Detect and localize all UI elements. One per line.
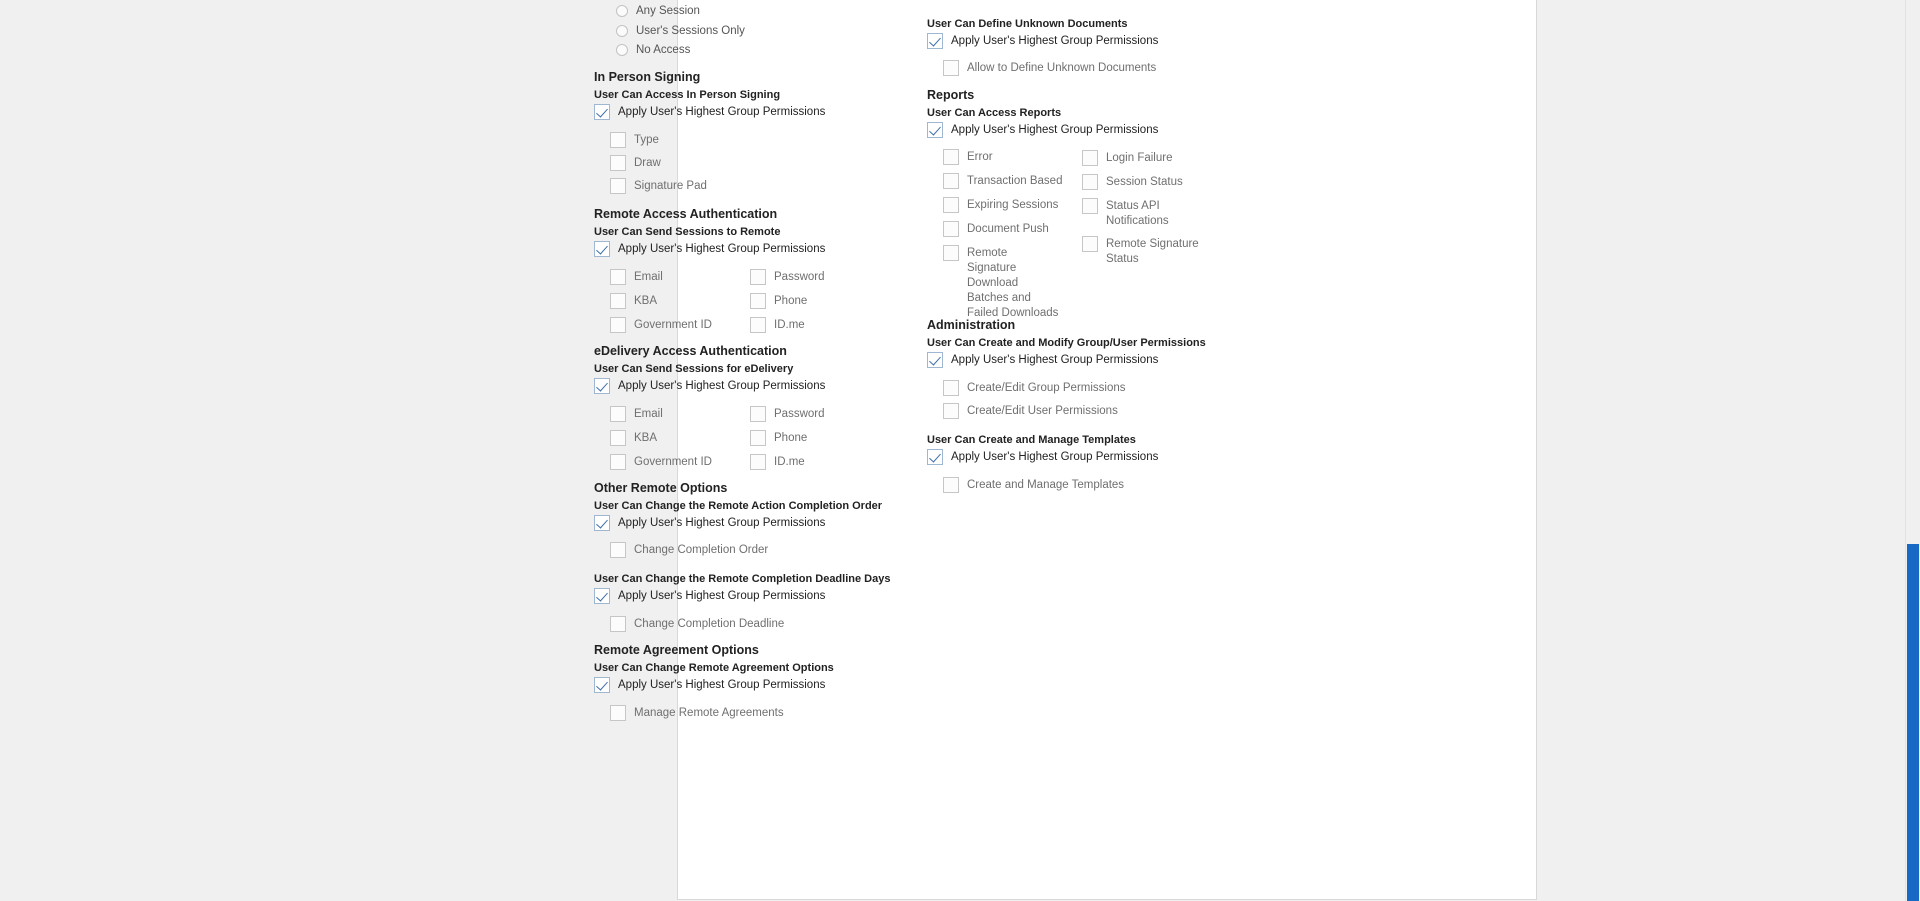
- checkbox-control[interactable]: [1082, 150, 1098, 166]
- vertical-scrollbar[interactable]: [1905, 0, 1920, 901]
- scrollbar-thumb[interactable]: [1907, 544, 1919, 901]
- checkbox-remote-idme[interactable]: [750, 317, 805, 333]
- checkbox-edelivery-phone[interactable]: [750, 430, 807, 446]
- checkbox-label: Remote Signature Status: [1106, 238, 1199, 265]
- checkbox-control[interactable]: [927, 352, 943, 368]
- checkbox-control[interactable]: [594, 104, 610, 120]
- checkbox-label: Manage Remote Agreements: [634, 707, 784, 719]
- checkbox-control[interactable]: [927, 449, 943, 465]
- checkbox-control[interactable]: [943, 245, 959, 261]
- checkbox-control[interactable]: [927, 122, 943, 138]
- checkbox-report-remote-signature-download-batches[interactable]: [943, 245, 1059, 321]
- checkbox-control[interactable]: [594, 677, 610, 693]
- checkbox-control[interactable]: [1082, 174, 1098, 190]
- checkbox-change-completion-deadline[interactable]: [610, 616, 784, 632]
- checkbox-label: Draw: [634, 157, 661, 169]
- checkbox-label: Apply User's Highest Group Permissions: [618, 243, 826, 255]
- checkbox-label: Login Failure: [1106, 152, 1173, 164]
- checkbox-label: Government ID: [634, 456, 712, 468]
- checkbox-label: Type: [634, 134, 659, 146]
- checkbox-report-login-failure[interactable]: [1082, 150, 1172, 166]
- checkbox-label: Apply User's Highest Group Permissions: [618, 590, 826, 602]
- checkbox-remote-email[interactable]: [610, 269, 663, 285]
- perm-label-send-sessions-edelivery: User Can Send Sessions for eDelivery: [594, 363, 794, 375]
- checkbox-label: Apply User's Highest Group Permissions: [618, 380, 826, 392]
- perm-label-define-unknown-documents: User Can Define Unknown Documents: [927, 18, 1128, 30]
- checkbox-create-and-manage-templates[interactable]: [943, 477, 1124, 493]
- checkbox-label: Change Completion Deadline: [634, 618, 785, 630]
- checkbox-label: Transaction Based: [967, 175, 1063, 187]
- checkbox-label: Create and Manage Templates: [967, 479, 1125, 491]
- perm-label-in-person-signing: User Can Access In Person Signing: [594, 89, 781, 101]
- checkbox-label: Apply User's Highest Group Permissions: [618, 517, 826, 529]
- radio-no-access[interactable]: [616, 43, 690, 57]
- checkbox-apply-highest-reports[interactable]: [927, 122, 1158, 138]
- radio-any-session-control[interactable]: [616, 5, 628, 17]
- checkbox-label: Apply User's Highest Group Permissions: [951, 124, 1159, 136]
- checkbox-report-expiring-sessions[interactable]: [943, 197, 1058, 213]
- checkbox-edelivery-email[interactable]: [610, 406, 663, 422]
- checkbox-apply-highest-completion-order[interactable]: [594, 515, 825, 531]
- checkbox-label: Session Status: [1106, 176, 1183, 188]
- perm-label-access-reports: User Can Access Reports: [927, 107, 1062, 119]
- checkbox-edelivery-government-id[interactable]: [610, 454, 712, 470]
- checkbox-label: Expiring Sessions: [967, 199, 1059, 211]
- checkbox-report-remote-signature-status[interactable]: [1082, 236, 1202, 267]
- checkbox-edelivery-kba[interactable]: [610, 430, 657, 446]
- checkbox-label: ID.me: [774, 319, 805, 331]
- checkbox-remote-password[interactable]: [750, 269, 825, 285]
- radio-no-access-label: No Access: [636, 44, 691, 56]
- checkbox-label: Phone: [774, 295, 808, 307]
- checkbox-type[interactable]: [610, 132, 659, 148]
- checkbox-control[interactable]: [750, 293, 766, 309]
- section-title-edelivery-access-authentication: eDelivery Access Authentication: [594, 344, 787, 358]
- checkbox-apply-highest-templates[interactable]: [927, 449, 1158, 465]
- checkbox-label: Change Completion Order: [634, 544, 769, 556]
- checkbox-allow-define-unknown-documents[interactable]: [943, 60, 1156, 76]
- checkbox-control[interactable]: [610, 406, 626, 422]
- checkbox-label: Email: [634, 408, 663, 420]
- checkbox-label: Apply User's Highest Group Permissions: [951, 35, 1159, 47]
- checkbox-control[interactable]: [594, 241, 610, 257]
- section-title-administration: Administration: [927, 318, 1016, 332]
- checkbox-report-error[interactable]: [943, 149, 993, 165]
- checkbox-apply-highest-unknown-documents[interactable]: [927, 33, 1158, 49]
- radio-users-sessions-only-control[interactable]: [616, 25, 628, 37]
- section-title-remote-agreement-options: Remote Agreement Options: [594, 643, 759, 657]
- checkbox-label: Password: [774, 271, 825, 283]
- checkbox-control[interactable]: [1082, 198, 1098, 214]
- checkbox-apply-highest-in-person-signing[interactable]: [594, 104, 825, 120]
- checkbox-edelivery-idme[interactable]: [750, 454, 805, 470]
- checkbox-label: Apply User's Highest Group Permissions: [618, 106, 826, 118]
- checkbox-create-edit-group-permissions[interactable]: [943, 380, 1126, 396]
- checkbox-label: Create/Edit User Permissions: [967, 405, 1118, 417]
- section-title-remote-access-authentication: Remote Access Authentication: [594, 207, 778, 221]
- checkbox-control[interactable]: [750, 454, 766, 470]
- checkbox-label: Status API Notifications: [1106, 200, 1169, 227]
- perm-label-change-remote-agreement-options: User Can Change Remote Agreement Options: [594, 662, 834, 674]
- checkbox-manage-remote-agreements[interactable]: [610, 705, 784, 721]
- checkbox-label: KBA: [634, 432, 658, 444]
- section-title-other-remote-options: Other Remote Options: [594, 481, 728, 495]
- checkbox-remote-kba[interactable]: [610, 293, 657, 309]
- radio-no-access-control[interactable]: [616, 44, 628, 56]
- radio-users-sessions-only-label: User's Sessions Only: [636, 25, 745, 37]
- checkbox-control[interactable]: [943, 149, 959, 165]
- checkbox-label: KBA: [634, 295, 658, 307]
- checkbox-control[interactable]: [943, 380, 959, 396]
- checkbox-control[interactable]: [927, 33, 943, 49]
- checkbox-create-edit-user-permissions[interactable]: [943, 403, 1118, 419]
- checkbox-apply-highest-remote-access[interactable]: [594, 241, 825, 257]
- checkbox-report-session-status[interactable]: [1082, 174, 1183, 190]
- checkbox-label: Apply User's Highest Group Permissions: [951, 451, 1159, 463]
- checkbox-remote-phone[interactable]: [750, 293, 807, 309]
- checkbox-edelivery-password[interactable]: [750, 406, 825, 422]
- checkbox-control[interactable]: [610, 155, 626, 171]
- checkbox-control[interactable]: [610, 542, 626, 558]
- checkbox-remote-government-id[interactable]: [610, 317, 712, 333]
- checkbox-label: Password: [774, 408, 825, 420]
- checkbox-control[interactable]: [594, 588, 610, 604]
- checkbox-label: Error: [967, 151, 993, 163]
- checkbox-label: Allow to Define Unknown Documents: [967, 62, 1157, 74]
- checkbox-control[interactable]: [610, 132, 626, 148]
- checkbox-change-completion-order[interactable]: [610, 542, 768, 558]
- checkbox-control[interactable]: [610, 178, 626, 194]
- checkbox-control[interactable]: [750, 430, 766, 446]
- checkbox-control[interactable]: [610, 705, 626, 721]
- checkbox-label: Signature Pad: [634, 180, 707, 192]
- perm-label-create-manage-templates: User Can Create and Manage Templates: [927, 434, 1136, 446]
- checkbox-control[interactable]: [610, 269, 626, 285]
- checkbox-label: Document Push: [967, 223, 1049, 235]
- checkbox-control[interactable]: [594, 378, 610, 394]
- checkbox-control[interactable]: [750, 317, 766, 333]
- checkbox-signature-pad[interactable]: [610, 178, 707, 194]
- section-title-reports: Reports: [927, 88, 975, 102]
- radio-users-sessions-only[interactable]: [616, 24, 745, 38]
- checkbox-control[interactable]: [610, 616, 626, 632]
- checkbox-label: Remote Signature Download Batches and Failed Downloads: [967, 247, 1059, 319]
- checkbox-apply-highest-completion-deadline[interactable]: [594, 588, 825, 604]
- radio-any-session-label: Any Session: [636, 5, 700, 17]
- checkbox-apply-highest-edelivery[interactable]: [594, 378, 825, 394]
- checkbox-control[interactable]: [750, 406, 766, 422]
- checkbox-control[interactable]: [610, 454, 626, 470]
- checkbox-report-document-push[interactable]: [943, 221, 1049, 237]
- checkbox-control[interactable]: [610, 317, 626, 333]
- checkbox-control[interactable]: [610, 293, 626, 309]
- section-title-in-person-signing: In Person Signing: [594, 70, 701, 84]
- perm-label-create-modify-group-user-permissions: User Can Create and Modify Group/User Permissions: [927, 337, 1206, 349]
- checkbox-control[interactable]: [943, 173, 959, 189]
- checkbox-control[interactable]: [610, 430, 626, 446]
- checkbox-label: Phone: [774, 432, 808, 444]
- checkbox-label: Apply User's Highest Group Permissions: [951, 354, 1159, 366]
- checkbox-control[interactable]: [943, 197, 959, 213]
- radio-any-session[interactable]: [616, 4, 700, 18]
- perm-label-remote-action-completion-order: User Can Change the Remote Action Completion Order: [594, 500, 883, 512]
- perm-label-remote-completion-deadline-days: User Can Change the Remote Completion Deadline Days: [594, 573, 891, 585]
- checkbox-label: Email: [634, 271, 663, 283]
- checkbox-control[interactable]: [943, 60, 959, 76]
- perm-label-send-sessions-to-remote: User Can Send Sessions to Remote: [594, 226, 781, 238]
- checkbox-control[interactable]: [594, 515, 610, 531]
- checkbox-control[interactable]: [750, 269, 766, 285]
- checkbox-label: Government ID: [634, 319, 712, 331]
- checkbox-label: Create/Edit Group Permissions: [967, 382, 1126, 394]
- checkbox-control[interactable]: [943, 221, 959, 237]
- checkbox-control[interactable]: [943, 477, 959, 493]
- checkbox-label: ID.me: [774, 456, 805, 468]
- checkbox-control[interactable]: [943, 403, 959, 419]
- checkbox-apply-highest-remote-agreement[interactable]: [594, 677, 825, 693]
- checkbox-apply-highest-administration[interactable]: [927, 352, 1158, 368]
- checkbox-report-transaction-based[interactable]: [943, 173, 1062, 189]
- checkbox-draw[interactable]: [610, 155, 661, 171]
- checkbox-report-status-api-notifications[interactable]: [1082, 198, 1202, 229]
- checkbox-control[interactable]: [1082, 236, 1098, 252]
- checkbox-label: Apply User's Highest Group Permissions: [618, 679, 826, 691]
